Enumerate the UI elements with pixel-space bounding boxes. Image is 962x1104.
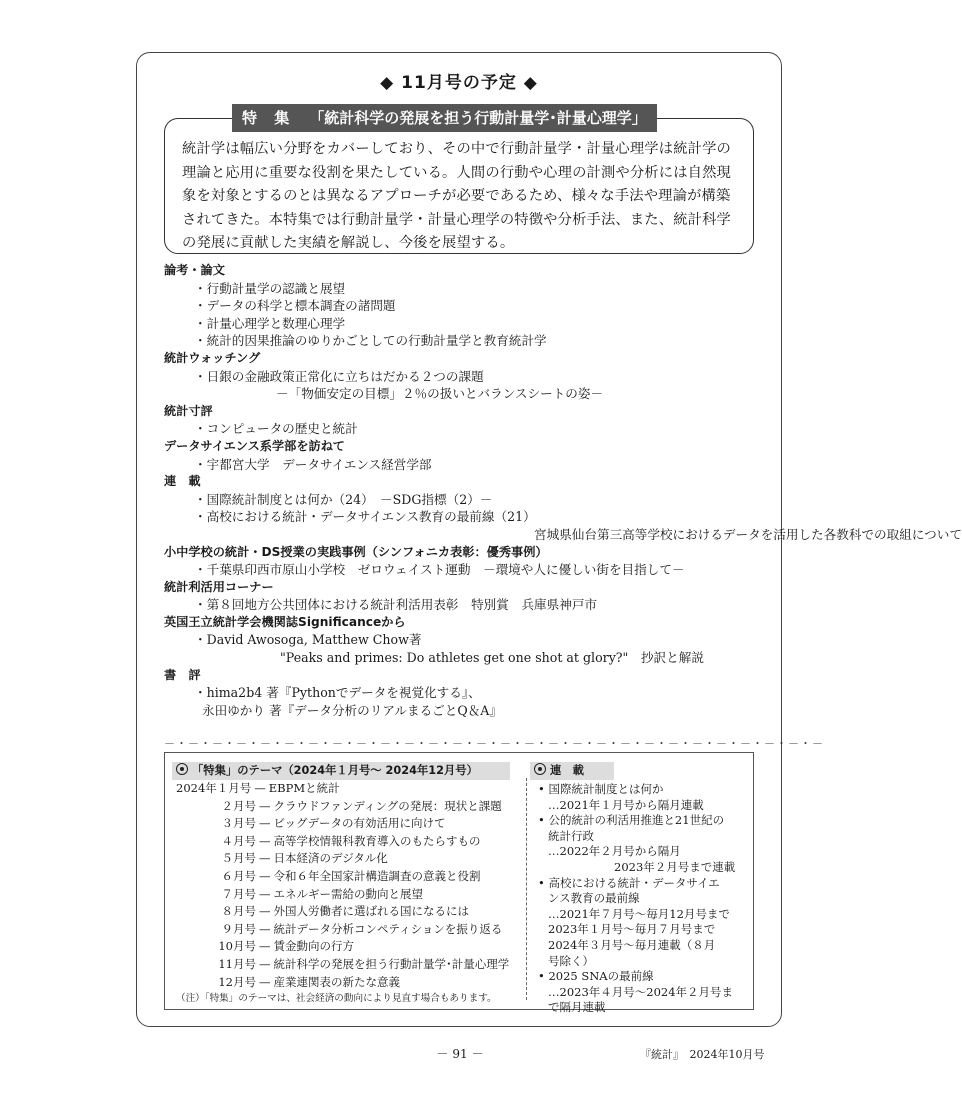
feature-title-banner (232, 104, 657, 132)
theme-dash: — (259, 974, 271, 989)
serial-detail: 2024年３月号～毎月連載（８月 (548, 937, 716, 952)
theme-dash: — (254, 781, 266, 795)
target-circle-icon (176, 763, 188, 775)
theme-dash: — (259, 816, 271, 831)
theme-dash: — (259, 798, 271, 813)
serial-detail: …2021年１月号から隔月連載 (548, 797, 704, 812)
themes-note: （注）「特集」のテーマは、社会経済の動向により見直す場合もあります。 (176, 993, 497, 1004)
theme-row (176, 850, 509, 868)
theme-month: ９月号 (221, 921, 256, 936)
theme-row (176, 780, 509, 798)
serial-detail: ンス教育の最前線 (548, 891, 640, 906)
theme-month: 12月号 (218, 974, 256, 989)
theme-month: ５月号 (221, 851, 256, 866)
theme-row (176, 921, 509, 939)
toc-item: ・日銀の金融政策正常化に立ちはだかる２つの課題 (194, 368, 484, 384)
feature-title: 「統計科学の発展を担う行動計量学･計量心理学」 (309, 109, 647, 127)
toc-item: ・hima2b4 著『Pythonでデータを視覚化する』、 (194, 685, 481, 701)
serial-item: • 国際統計制度とは何か (538, 782, 664, 796)
toc-item: ・統計的因果推論のゆりかごとしての行動計量学と教育統計学 (194, 333, 547, 349)
page-title: ◆ 11月号の予定 ◆ (380, 73, 538, 93)
toc-section-title: 英国王立統計学会機関誌Significanceから (164, 614, 406, 629)
serial-detail: 2023年１月号～毎月７月号まで (548, 922, 716, 937)
toc-section-title: 統計ウォッチング (164, 350, 261, 365)
theme-title: 統計科学の発展を担う行動計量学･計量心理学 (273, 956, 510, 971)
theme-dash: — (259, 939, 271, 954)
theme-title: 賃金動向の行方 (273, 939, 354, 954)
theme-title: 日本経済のデジタル化 (273, 851, 388, 866)
toc-item: 永田ゆかり 著『データ分析のリアルまるごとQ＆A』 (202, 702, 502, 718)
themes-header: 「特集」のテーマ（2024年１月号～ 2024年12月号） (172, 762, 510, 780)
theme-row (176, 868, 509, 886)
table-of-contents (164, 262, 962, 719)
toc-item: "Peaks and primes: Do athletes get one shot at glory?" 抄訳と解説 (280, 650, 704, 666)
theme-title: 産業連関表の新たな意義 (273, 974, 400, 989)
theme-month: 11月号 (218, 956, 256, 971)
serials-header: 連 載 (530, 762, 614, 780)
column-divider (526, 778, 527, 1000)
theme-dash: — (259, 956, 271, 971)
serial-detail: …2021年７月号～毎月12月号まで (548, 906, 730, 921)
theme-title: 令和６年全国家計構造調査の意義と役割 (273, 868, 481, 883)
theme-dash: — (259, 886, 271, 901)
theme-row (176, 956, 509, 974)
serial-detail: …2022年２月号から隔月 (548, 844, 681, 859)
theme-month: ７月号 (221, 886, 256, 901)
target-circle-icon (534, 763, 546, 775)
section-divider: －・－・－・－・－・－・－・－・－・－・－・－・－・－・－・－・－・－・－・－・－・－・－・－・－・－・－・－ (164, 737, 824, 750)
theme-list (176, 780, 509, 991)
theme-dash: — (259, 851, 271, 866)
theme-title: ビッグデータの有効活用に向けて (273, 816, 446, 831)
toc-item: ・第８回地方公共団体における統計利活用表彰 特別賞 兵庫県神戸市 (194, 597, 597, 613)
theme-row (176, 938, 509, 956)
toc-item: ・宇都宮大学 データサイエンス経営学部 (194, 456, 432, 472)
theme-row (176, 903, 509, 921)
theme-dash: — (259, 868, 271, 883)
theme-row (176, 815, 509, 833)
serial-detail: 2023年２月号まで連載 (614, 859, 736, 874)
theme-title: エネルギー需給の動向と展望 (273, 886, 423, 901)
feature-description: 統計学は幅広い分野をカバーしており、その中で行動計量学・計量心理学は統計学の理論と応用に重要な役割を果たしている。人間の行動や心理の計測や分析には自然現象を対象とするのとは異なるアプローチが必要であるため、様々な手法や理論が構築されてきた。本特集では行動計量学・計量心理学の特徴や分析手法、また、統計科学の発展に貢献した実績を解説し、今後を展望する。 (182, 141, 731, 251)
toc-item: ・高校における統計・データサイエンス教育の最前線（21） (194, 509, 536, 525)
serial-detail: …2023年４月号～2024年２月号ま (548, 984, 734, 999)
toc-item: ・コンピュータの歴史と統計 (194, 421, 358, 437)
toc-item: －「物価安定の目標」２％の扱いとバランスシートの姿－ (276, 386, 604, 402)
theme-month: ４月号 (221, 833, 256, 848)
toc-item: ・行動計量学の認識と展望 (194, 280, 346, 296)
theme-row (176, 833, 509, 851)
theme-row (176, 798, 509, 816)
theme-dash: — (259, 904, 271, 919)
page-number: － 91 － (436, 1047, 484, 1061)
toc-item: ・David Awosoga, Matthew Chow著 (194, 632, 422, 648)
toc-section-title: 統計利活用コーナー (164, 579, 274, 594)
toc-item: ・国際統計制度とは何か（24） －SDG指標（2）－ (194, 491, 493, 507)
toc-section-title: 統計寸評 (164, 403, 213, 418)
toc-item: ・計量心理学と数理心理学 (194, 315, 346, 331)
serial-list (538, 782, 748, 1016)
theme-title: クラウドファンディングの発展：現状と課題 (273, 798, 502, 813)
toc-item: 宮城県仙台第三高等学校におけるデータを活用した各教科での取組について (534, 526, 962, 542)
serial-detail: 号除く） (548, 953, 594, 968)
theme-month: 10月号 (218, 939, 256, 954)
theme-dash: — (259, 833, 271, 848)
toc-item: ・千葉県印西市原山小学校 ゼロウェイスト運動 －環境や人に優しい街を目指して－ (194, 562, 685, 578)
toc-section-title: 連 載 (164, 474, 201, 489)
theme-title: EBPMと統計 (268, 781, 340, 795)
toc-section-title: 論考・論文 (164, 263, 225, 277)
serial-detail: 統計行政 (548, 828, 594, 843)
serial-item: • 公的統計の利活用推進と21世紀の (538, 813, 725, 828)
toc-item: ・データの科学と標本調査の諸問題 (194, 298, 396, 314)
theme-title: 外国人労働者に選ばれる国になるには (273, 904, 469, 919)
toc-section-title: 小中学校の統計・DS授業の実践事例（シンフォニカ表彰：優秀事例） (164, 544, 548, 559)
feature-label: 特 集 (242, 109, 296, 127)
theme-month: ２月号 (221, 798, 256, 813)
theme-month: ６月号 (221, 868, 256, 883)
theme-dash: — (259, 921, 271, 936)
theme-month: ３月号 (221, 816, 256, 831)
serial-item: • 2025 SNAの最前線 (538, 969, 654, 984)
toc-section-title: データサイエンス系学部を訪ねて (164, 438, 345, 453)
theme-title: 統計データ分析コンペティションを振り返る (273, 921, 503, 936)
theme-row (176, 974, 509, 992)
theme-month: 2024年１月号 (176, 781, 252, 795)
toc-section-title: 書 評 (164, 667, 201, 682)
journal-name: 『統計』 2024年10月号 (640, 1048, 765, 1061)
serial-detail: で隔月連載 (548, 1000, 606, 1015)
serial-item: • 高校における統計・データサイエ (538, 875, 720, 890)
theme-month: ８月号 (221, 904, 256, 919)
theme-title: 高等学校情報科教育導入のもたらすもの (273, 833, 481, 848)
theme-row (176, 886, 509, 904)
